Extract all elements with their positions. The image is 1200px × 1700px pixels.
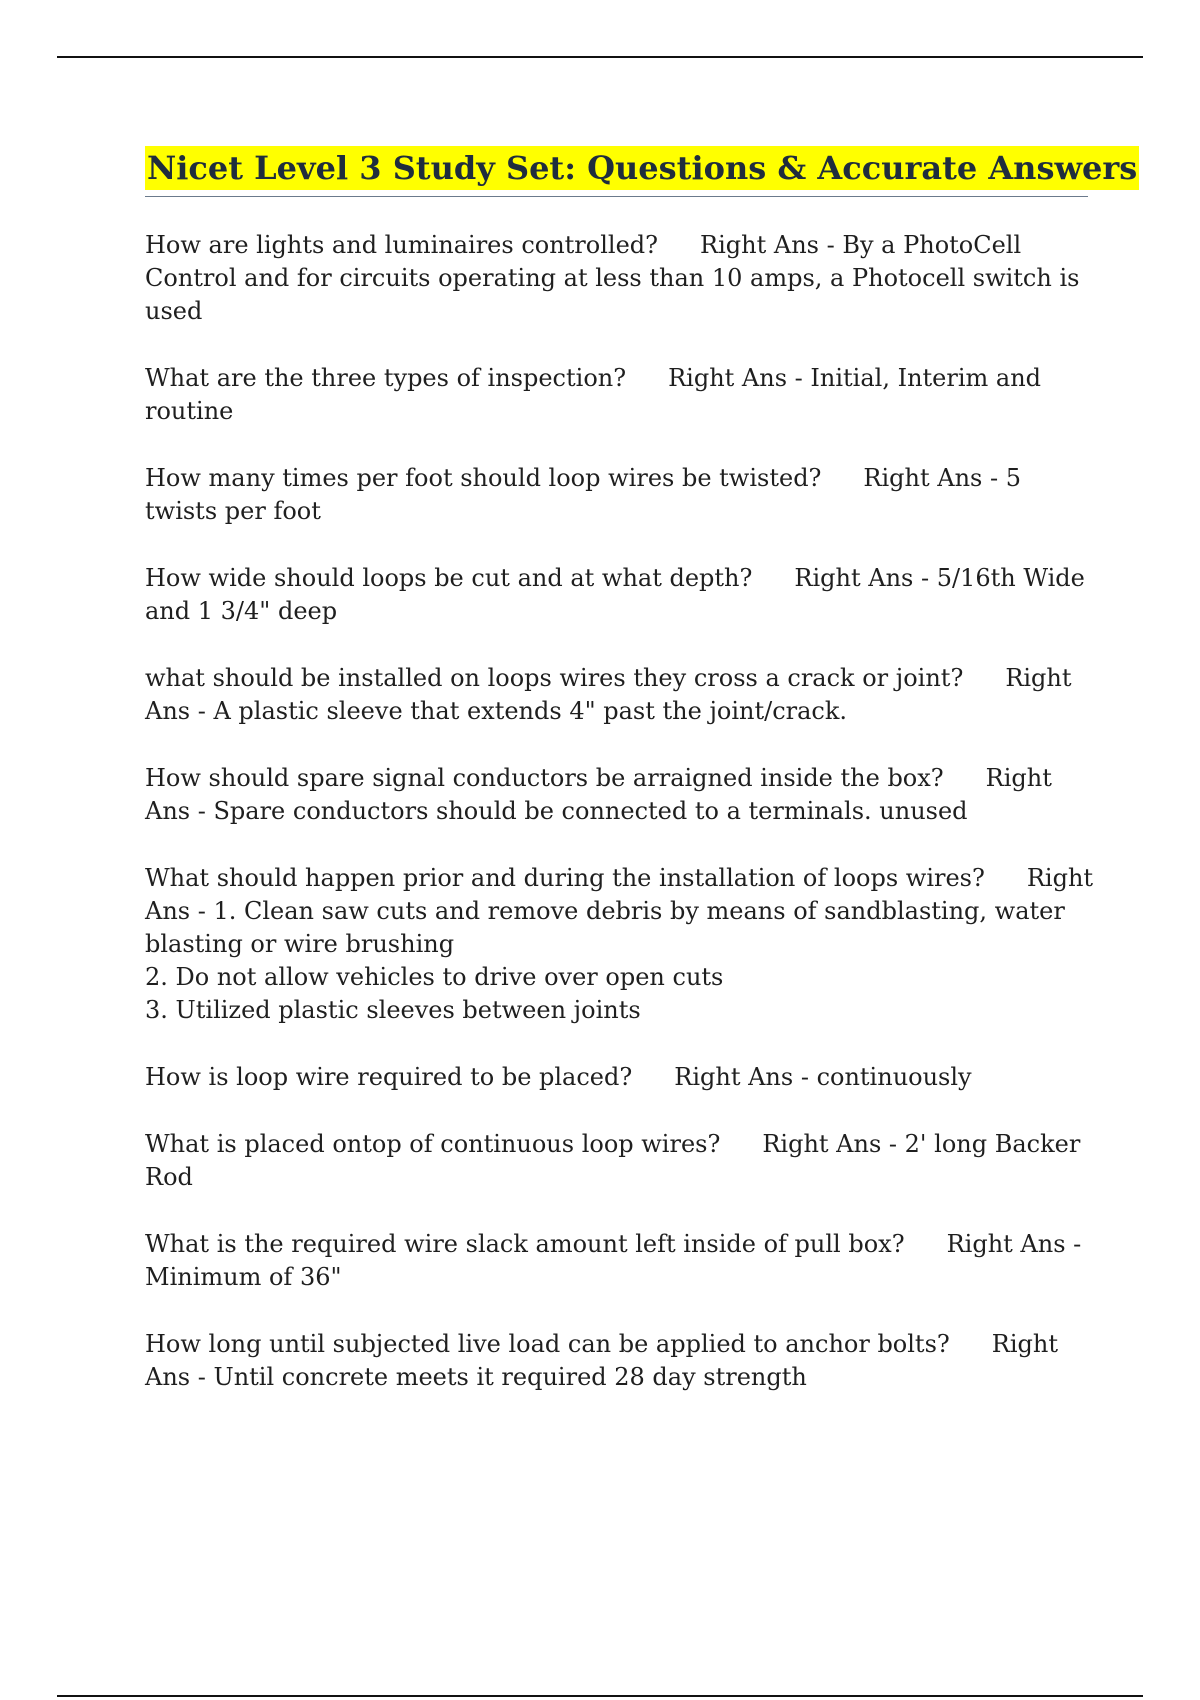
qa-item [145,1128,1095,1194]
qa-item [145,1061,1095,1094]
question-text: What are the three types of inspection? [145,364,627,392]
qa-item [145,762,1095,828]
qa-item [145,562,1095,628]
question-text: How are lights and luminaires controlled? [145,231,659,259]
answer-list-line: 2. Do not allow vehicles to drive over open cuts [145,963,724,991]
top-rule [57,56,1143,58]
title-block [145,146,1138,197]
question-text: How is loop wire required to be placed? [145,1063,633,1091]
answer-text: Right Ans - 2' long Backer Rod [145,1130,1081,1191]
document-title: Nicet Level 3 Study Set: Questions & Accurate Answers [145,146,1139,190]
question-text: what should be installed on loops wires they cross a crack or joint? [145,664,964,692]
qa-item [145,1228,1095,1294]
qa-item [145,229,1095,328]
qa-item [145,462,1095,528]
qa-item [145,362,1095,428]
question-text: How long until subjected live load can be applied to anchor bolts? [145,1330,950,1358]
answer-text: Right Ans - Until concrete meets it required 28 day strength [145,1330,1058,1391]
answer-text: Right Ans - Initial, Interim and routine [145,364,1042,425]
answer-text: Right Ans - A plastic sleeve that extends 4" past the joint/crack. [145,664,1072,725]
qa-item [145,1328,1095,1394]
question-text: How should spare signal conductors be arraigned inside the box? [145,764,944,792]
bottom-rule [57,1695,1143,1697]
answer-text: Right Ans - Spare conductors should be connected to a terminals. unused [145,764,1052,825]
answer-text: Right Ans - By a PhotoCell Control and for circuits operating at less than 10 amps, a Photocell switch is used [145,231,1080,325]
question-text: How many times per foot should loop wires be twisted? [145,464,822,492]
answer-text: Right Ans - continuously [674,1063,972,1091]
question-text: What should happen prior and during the installation of loops wires? [145,864,985,892]
answer-list-line: 3. Utilized plastic sleeves between joints [145,996,641,1024]
question-text: What is placed ontop of continuous loop wires? [145,1130,721,1158]
qa-item [145,662,1095,728]
answer-text: Right Ans - 5/16th Wide and 1 3/4" deep [145,564,1085,625]
qa-item [145,862,1095,1027]
answer-text: Right Ans - Minimum of 36" [145,1230,1082,1291]
answer-text: Right Ans - 1. Clean saw cuts and remove debris by means of sandblasting, water blasting or wire brushing [145,864,1094,958]
answer-text: Right Ans - 5 twists per foot [145,464,1022,525]
question-text: What is the required wire slack amount left inside of pull box? [145,1230,905,1258]
qa-list [145,229,1095,1428]
question-text: How wide should loops be cut and at what depth? [145,564,753,592]
